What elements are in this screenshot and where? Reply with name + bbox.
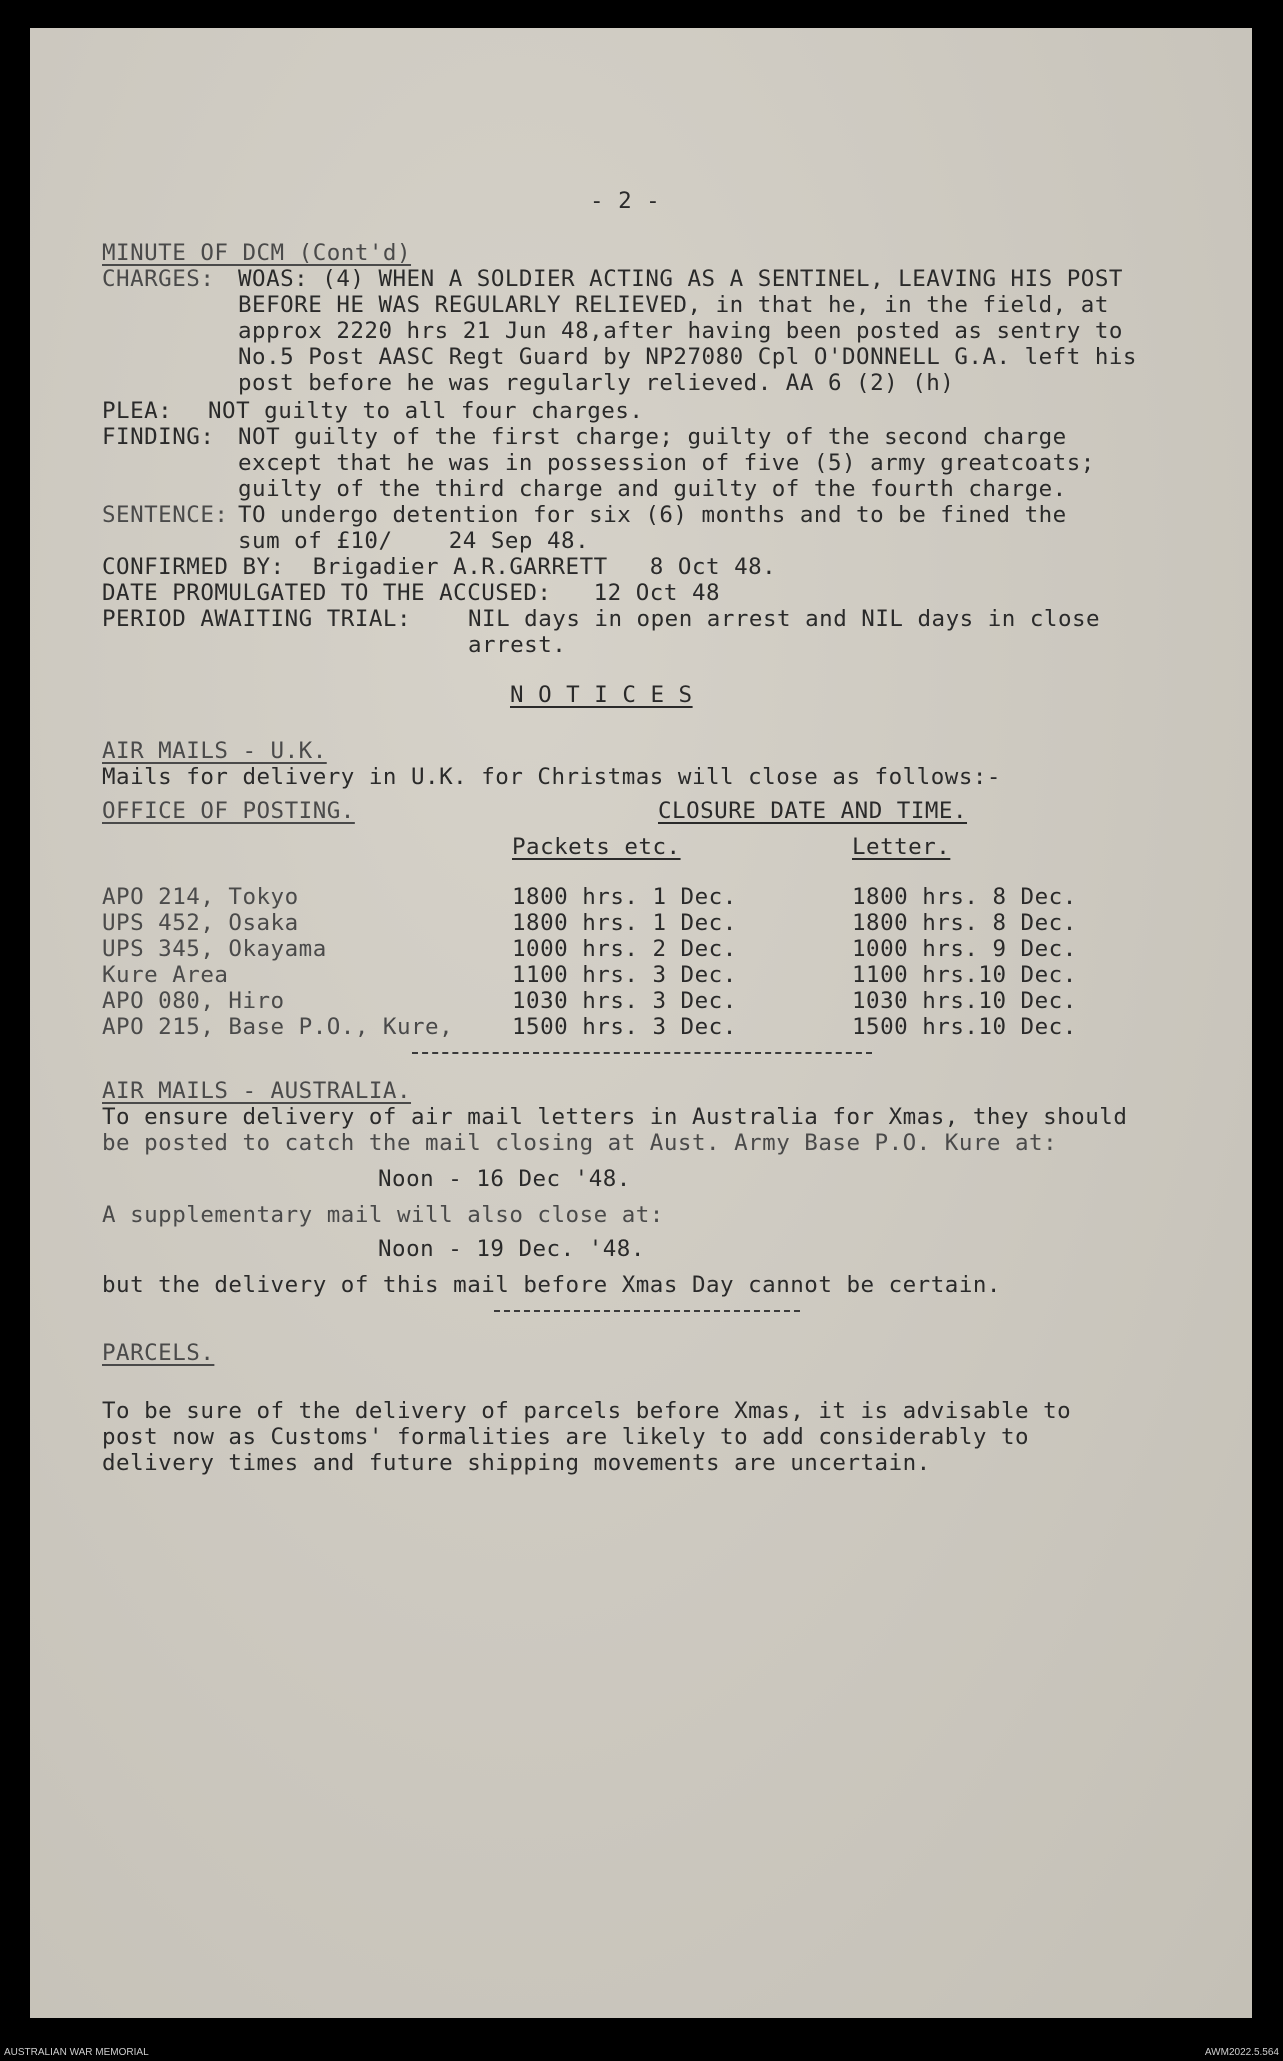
- col-packets-header: Packets etc.: [512, 834, 681, 860]
- table-cell-packets: 1100 hrs. 3 Dec.: [512, 962, 737, 988]
- col-letter-header: Letter.: [852, 834, 951, 860]
- charges-line: post before he was regularly relieved. AA 6 (2) (h): [238, 370, 955, 396]
- aus-text: be posted to catch the mail closing at Aust. Army Base P.O. Kure at:: [102, 1130, 1058, 1156]
- parcels-line: delivery times and future shipping movements are uncertain.: [102, 1450, 931, 1476]
- aus-text: To ensure delivery of air mail letters in Australia for Xmas, they should: [102, 1104, 1128, 1130]
- aus-supp-date: Noon - 19 Dec. '48.: [378, 1236, 645, 1262]
- col-office-header: OFFICE OF POSTING.: [102, 798, 355, 824]
- page-number: - 2 -: [590, 188, 661, 214]
- awaiting-label: PERIOD AWAITING TRIAL:: [102, 606, 412, 632]
- table-cell-office: Kure Area: [102, 962, 229, 988]
- table-cell-office: UPS 345, Okayama: [102, 936, 327, 962]
- divider: [412, 1052, 872, 1054]
- parcels-line: To be sure of the delivery of parcels before Xmas, it is advisable to: [102, 1398, 1072, 1424]
- document-page: [30, 28, 1252, 2018]
- aus-supplementary: A supplementary mail will also close at:: [102, 1202, 664, 1228]
- parcels-line: post now as Customs' formalities are likely to add considerably to: [102, 1424, 1030, 1450]
- awaiting-line: NIL days in open arrest and NIL days in close: [468, 606, 1101, 632]
- table-cell-letter: 1800 hrs. 8 Dec.: [852, 884, 1077, 910]
- divider: [494, 1310, 800, 1312]
- table-cell-letter: 1100 hrs.10 Dec.: [852, 962, 1077, 988]
- table-cell-packets: 1800 hrs. 1 Dec.: [512, 910, 737, 936]
- table-cell-packets: 1030 hrs. 3 Dec.: [512, 988, 737, 1014]
- finding-line: guilty of the third charge and guilty of the fourth charge.: [238, 476, 1067, 502]
- finding-label: FINDING:: [102, 424, 215, 450]
- charges-line: BEFORE HE WAS REGULARLY RELIEVED, in that he, in the field, at: [238, 292, 1109, 318]
- date-promulgated: DATE PROMULGATED TO THE ACCUSED: 12 Oct 48: [102, 580, 721, 606]
- table-cell-packets: 1000 hrs. 2 Dec.: [512, 936, 737, 962]
- sentence-line: sum of £10/ 24 Sep 48.: [238, 528, 590, 554]
- table-cell-packets: 1500 hrs. 3 Dec.: [512, 1014, 737, 1040]
- charges-line: WOAS: (4) WHEN A SOLDIER ACTING AS A SENTINEL, LEAVING HIS POST: [238, 266, 1123, 292]
- charges-line: No.5 Post AASC Regt Guard by NP27080 Cpl O'DONNELL G.A. left his: [238, 344, 1137, 370]
- charges-line: approx 2220 hrs 21 Jun 48,after having been posted as sentry to: [238, 318, 1123, 344]
- plea-text: NOT guilty to all four charges.: [208, 398, 644, 424]
- col-closure-header: CLOSURE DATE AND TIME.: [658, 798, 968, 824]
- table-cell-packets: 1800 hrs. 1 Dec.: [512, 884, 737, 910]
- table-cell-letter: 1500 hrs.10 Dec.: [852, 1014, 1077, 1040]
- charges-label: CHARGES:: [102, 266, 215, 292]
- table-cell-office: APO 080, Hiro: [102, 988, 285, 1014]
- sentence-label: SENTENCE:: [102, 502, 229, 528]
- aus-close-date: Noon - 16 Dec '48.: [378, 1166, 631, 1192]
- notices-title: N O T I C E S: [510, 682, 693, 708]
- uk-heading: AIR MAILS - U.K.: [102, 738, 327, 764]
- awaiting-line: arrest.: [468, 632, 567, 658]
- minute-heading: MINUTE OF DCM (Cont'd): [102, 240, 412, 266]
- table-cell-office: APO 215, Base P.O., Kure,: [102, 1014, 454, 1040]
- footer-accession: AWM2022.5.564: [1204, 2047, 1279, 2058]
- uk-intro: Mails for delivery in U.K. for Christmas will close as follows:-: [102, 764, 1001, 790]
- footer-credit: AUSTRALIAN WAR MEMORIAL: [4, 2047, 149, 2058]
- sentence-line: TO undergo detention for six (6) months and to be fined the: [238, 502, 1067, 528]
- table-cell-letter: 1000 hrs. 9 Dec.: [852, 936, 1077, 962]
- aus-heading: AIR MAILS - AUSTRALIA.: [102, 1078, 412, 1104]
- aus-note: but the delivery of this mail before Xmas Day cannot be certain.: [102, 1272, 1001, 1298]
- finding-line: NOT guilty of the first charge; guilty of the second charge: [238, 424, 1067, 450]
- table-cell-office: UPS 452, Osaka: [102, 910, 299, 936]
- finding-line: except that he was in possession of five (5) army greatcoats;: [238, 450, 1095, 476]
- table-cell-office: APO 214, Tokyo: [102, 884, 299, 910]
- table-cell-letter: 1030 hrs.10 Dec.: [852, 988, 1077, 1014]
- confirmed-by: CONFIRMED BY: Brigadier A.R.GARRETT 8 Oct 48.: [102, 554, 777, 580]
- table-cell-letter: 1800 hrs. 8 Dec.: [852, 910, 1077, 936]
- plea-label: PLEA:: [102, 398, 173, 424]
- parcels-heading: PARCELS.: [102, 1340, 215, 1366]
